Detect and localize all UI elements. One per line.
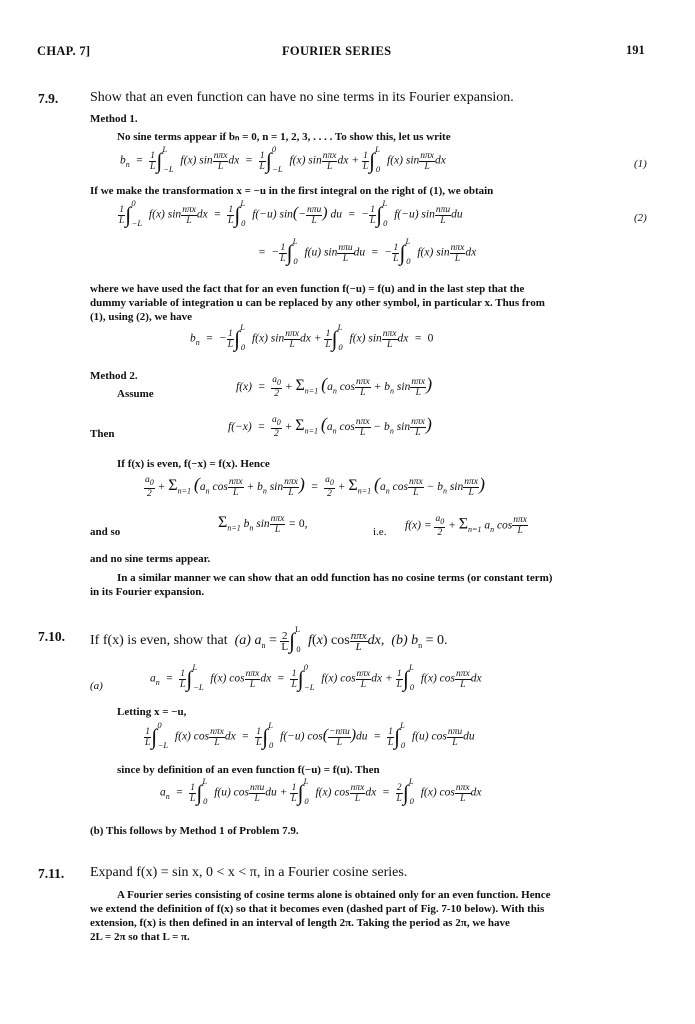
problem-statement-7-11: Expand f(x) = sin x, 0 < x < π, in a Fourier cosine series. bbox=[90, 865, 408, 880]
equation-assume: f(x) = $\frac{a_0}{2}$ + $\Sigma_{n=1}$ ($a_n$ cos $\frac{\text{nπx}}{L}$ + $b_n$ sin $\frac{\text{nπx}}{L}$ ) bbox=[236, 374, 433, 400]
statement-part-a: (a) bbox=[234, 633, 251, 649]
problem-statement-7-9: Show that an even function can have no sine terms in its Fourier expansion. bbox=[90, 90, 514, 105]
where-text-2: dummy variable of integration u can be replaced by any other symbol, in particular x. Thus from bbox=[90, 297, 545, 309]
even-text: If f(x) is even, f(−x) = f(x). Hence bbox=[117, 458, 270, 470]
ie-label: i.e. bbox=[373, 526, 387, 538]
chapter-label: CHAP. 7] bbox=[37, 44, 91, 58]
page-number: 191 bbox=[626, 43, 645, 57]
para-7-11-4: 2L = 2π so that L = π. bbox=[90, 931, 190, 943]
equation-2-line-1: $\frac{1}{L}$ ∫$^0_{-L}$ f(x) sin $\frac{\text{nπx}}{L}$ dx = $\frac{1}{L}$ ∫$^L_0$ f(−u) sin(− $\frac{\text{nπu}}{L}$ ) du = − $\frac{1}{L}$ ∫$^L_0$ f(−u) sin $\frac{\text{nπu}}{L}$ du bbox=[119, 197, 463, 228]
equation-2-line-2: = − $\frac{1}{L}$ ∫$^L_0$ f(u) sin $\frac{\text{nπu}}{L}$ du = − $\frac{1}{L}$ ∫$^L_0$ f(x) sin $\frac{\text{nπx}}{L}$ dx bbox=[258, 235, 477, 266]
statement-part-b: (b) bbox=[391, 633, 408, 649]
since-text: since by definition of an even function f(−u) = f(u). Then bbox=[117, 764, 380, 776]
problem-number-7-11: 7.11. bbox=[38, 866, 65, 881]
and-so-label: and so bbox=[90, 526, 121, 538]
equation-ie: f(x) = $\frac{a_0}{2}$ + $\Sigma_{n=1}$ $a_n$ cos $\frac{\text{nπx}}{L}$ bbox=[405, 514, 528, 538]
transform-text: If we make the transformation x = −u in the first integral on the right of (1), we obtain bbox=[90, 185, 494, 197]
equation-an-result: $a_n$ = $\frac{1}{L}$ ∫$^L_0$ f(u) cos $\frac{\text{nπu}}{L}$ du + $\frac{1}{L}$ ∫$^L_0$ f(x) cos $\frac{\text{nπx}}{L}$ dx = $\frac{2}{L}$ ∫$^L_0$ f(x) cos $\frac{\text{nπx}}{L}$ dx bbox=[160, 775, 482, 806]
problem-number-7-10: 7.10. bbox=[38, 629, 65, 644]
part-b-text: (b) This follows by Method 1 of Problem 7.9. bbox=[90, 825, 299, 837]
problem-number-7-9: 7.9. bbox=[38, 91, 59, 106]
part-a-label: (a) bbox=[90, 680, 103, 692]
para-7-11-2: we extend the definition of f(x) so that it becomes even (dashed part of Fig. 7-10 below). With this bbox=[90, 903, 545, 915]
para-7-11-1: A Fourier series consisting of cosine terms alone is obtained only for an even function. Hence bbox=[117, 889, 551, 901]
similar-text-2: in its Fourier expansion. bbox=[90, 586, 205, 598]
equation-bn-zero: $b_n$ = − $\frac{1}{L}$ ∫$^L_0$ f(x) sin $\frac{\text{nπx}}{L}$ dx + $\frac{1}{L}$ ∫$^L_0$ f(x) sin $\frac{\text{nπx}}{L}$ dx = 0 bbox=[190, 321, 434, 352]
where-text-1: where we have used the fact that for an even function f(−u) = f(u) and in the last step that the bbox=[90, 283, 525, 295]
equation-substitution: $\frac{1}{L}$ ∫$^0_{-L}$ f(x) cos $\frac{\text{nπx}}{L}$ dx = $\frac{1}{L}$ ∫$^L_0$ f(−u) cos( $\frac{\text{−nπu}}{L}$ )du = $\frac{1}{L}$ ∫$^L_0$ f(u) cos $\frac{\text{nπu}}{L}$ du bbox=[145, 719, 475, 750]
method-1-intro: No sine terms appear if bₙ = 0, n = 1, 2, 3, . . . . To show this, let us write bbox=[117, 131, 451, 143]
method-2-label: Method 2. bbox=[90, 370, 138, 382]
then-label: Then bbox=[90, 428, 115, 440]
problem-statement-7-10: If f(x) is even, show that (a) $a_n$ = $\frac{2}{L}$ ∫$^L_0$ f(x) cos $\frac{\text{nπx}}{L}$ dx, (b) $b_n = 0$. bbox=[90, 624, 448, 655]
running-title: FOURIER SERIES bbox=[282, 44, 392, 58]
statement-prefix-7-10: If f(x) is even, show that bbox=[90, 633, 228, 649]
equation-and-so: $\Sigma_{n=1}$ $b_n$ sin $\frac{\text{nπx}}{L}$ = 0, bbox=[218, 514, 308, 535]
where-text-3: (1), using (2), we have bbox=[90, 311, 193, 323]
no-sine-text: and no sine terms appear. bbox=[90, 553, 211, 565]
equation-hence: $\frac{a_0}{2}$ + $\Sigma_{n=1}$ ($a_n$ cos $\frac{\text{nπx}}{L}$ + $b_n$ sin $\frac{\text{nπx}}{L}$ ) = $\frac{a_0}{2}$ + $\Sigma_{n=1}$ ($a_n$ cos $\frac{\text{nπx}}{L}$ − $b_n$ sin $\frac{\text{nπx}}{L}$ ) bbox=[145, 474, 485, 500]
similar-text-1: In a similar manner we can show that an odd function has no cosine terms (or constant term) bbox=[117, 572, 553, 584]
method-1-label: Method 1. bbox=[90, 113, 138, 125]
letting-text: Letting x = −u, bbox=[117, 706, 187, 718]
equation-1-tag: (1) bbox=[634, 158, 647, 170]
para-7-11-3: extension, f(x) is then defined in an interval of length 2π. Taking the period as 2π, we have bbox=[90, 917, 510, 929]
equation-then: f(−x) = $\frac{a_0}{2}$ + $\Sigma_{n=1}$ ($a_n$ cos $\frac{\text{nπx}}{L}$ − $b_n$ sin $\frac{\text{nπx}}{L}$ ) bbox=[228, 414, 432, 440]
equation-1: $b_n$ = $\frac{1}{L}$ ∫$^L_{-L}$ f(x) sin $\frac{\text{nπx}}{L}$ dx = $\frac{1}{L}$ ∫$^0_{-L}$ f(x) sin $\frac{\text{nπx}}{L}$ dx + $\frac{1}{L}$ ∫$^L_0$ f(x) sin $\frac{\text{nπx}}{L}$ dx bbox=[120, 143, 446, 174]
equation-2-tag: (2) bbox=[634, 212, 647, 224]
assume-label: Assume bbox=[117, 388, 154, 400]
equation-an: $a_n$ = $\frac{1}{L}$ ∫$^L_{-L}$ f(x) cos $\frac{\text{nπx}}{L}$ dx = $\frac{1}{L}$ ∫$^0_{-L}$ f(x) cos $\frac{\text{nπx}}{L}$ dx + $\frac{1}{L}$ ∫$^L_0$ f(x) cos $\frac{\text{nπx}}{L}$ dx bbox=[150, 661, 482, 692]
